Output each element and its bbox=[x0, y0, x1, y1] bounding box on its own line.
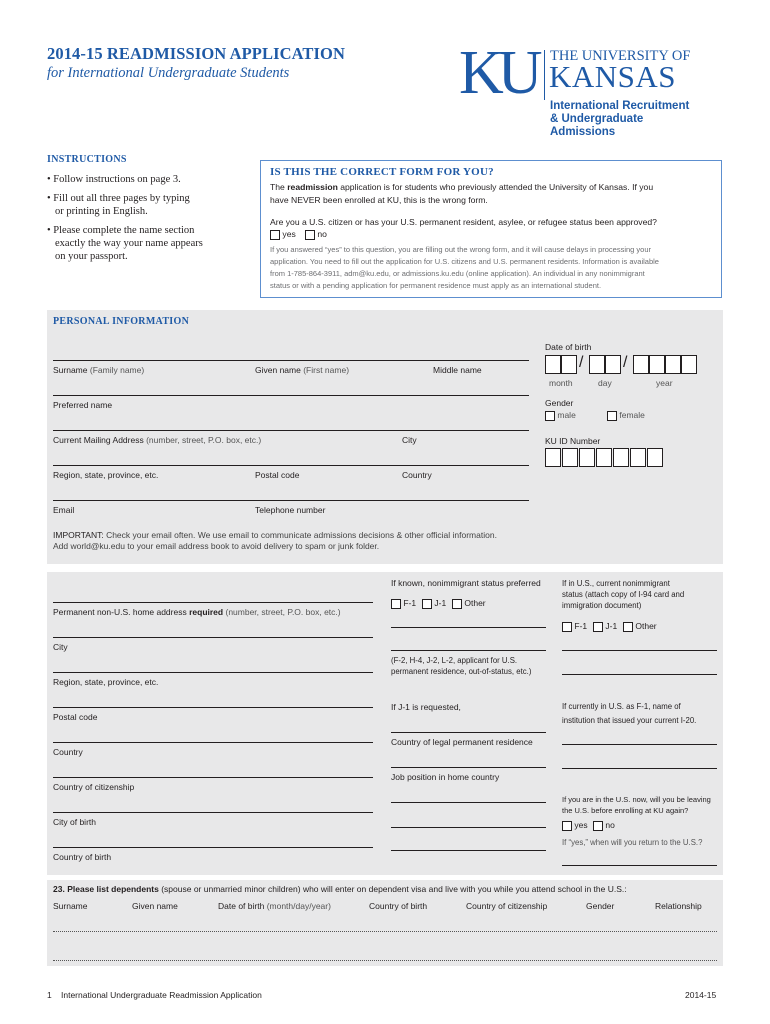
form-title: 2014-15 READMISSION APPLICATION bbox=[47, 44, 345, 63]
current-other-line[interactable] bbox=[562, 650, 717, 651]
home-postal-label: Postal code bbox=[53, 712, 98, 722]
status-preferred-label: If known, nonimmigrant status preferred bbox=[391, 578, 541, 588]
f1-institution-line-2: institution that issued your current I-20. bbox=[562, 716, 697, 725]
correct-form-p1a: The readmission application is for students who previously attended the University of Kansas. If you bbox=[270, 182, 654, 192]
status-paren-2: permanent residence, out-of-status, etc.) bbox=[391, 667, 532, 676]
mailing-city-label: City bbox=[402, 435, 417, 445]
preferred-name-line[interactable] bbox=[53, 395, 529, 396]
dob-year-4[interactable] bbox=[681, 355, 697, 374]
mailing-address-label: Current Mailing Address (number, street, P.O. box, etc.) bbox=[53, 435, 262, 445]
current-other-checkbox[interactable] bbox=[623, 622, 633, 632]
correct-form-note-3: from 1-785-864-3911, adm@ku.edu, or admissions.ku.edu (online application). An individual in any nonimmigrant bbox=[270, 269, 645, 278]
home-postal-line[interactable] bbox=[53, 707, 373, 708]
correct-form-note-1: If you answered “yes” to this question, you are filling out the wrong form, and it will cause delays in processing your bbox=[270, 245, 652, 254]
telephone-label: Telephone number bbox=[255, 505, 326, 515]
current-status-line-3: immigration document) bbox=[562, 601, 642, 610]
job-line-2[interactable] bbox=[391, 802, 546, 803]
job-line-3[interactable] bbox=[391, 827, 546, 828]
citizen-yes-option[interactable]: yes bbox=[270, 229, 296, 240]
pref-f1-option[interactable]: F-1 bbox=[391, 598, 416, 609]
birth-country-line[interactable] bbox=[53, 847, 373, 848]
region-label: Region, state, province, etc. bbox=[53, 470, 159, 480]
given-name-label: Given name (First name) bbox=[255, 365, 350, 375]
form-subtitle: for International Undergraduate Students bbox=[47, 65, 290, 81]
dob-year-1[interactable] bbox=[633, 355, 649, 374]
home-city-line[interactable] bbox=[53, 637, 373, 638]
current-status-line-2: status (attach copy of I-94 card and bbox=[562, 590, 685, 599]
leaving-no-checkbox[interactable] bbox=[593, 821, 603, 831]
pref-other-checkbox[interactable] bbox=[452, 599, 462, 609]
correct-form-p1b: have NEVER been enrolled at KU, this is the wrong form. bbox=[270, 195, 488, 205]
dep-col-dob: Date of birth (month/day/year) bbox=[218, 901, 331, 911]
citizen-no-option[interactable]: no bbox=[305, 229, 327, 240]
home-country-label: Country bbox=[53, 747, 83, 757]
gender-label: Gender bbox=[545, 398, 574, 408]
citizenship-label: Country of citizenship bbox=[53, 782, 135, 792]
f1-institution-line-1: If currently in U.S. as F-1, name of bbox=[562, 702, 681, 711]
ku-id-box-5[interactable] bbox=[613, 448, 629, 467]
home-city-label: City bbox=[53, 642, 68, 652]
legal-perm-line[interactable] bbox=[391, 732, 546, 733]
leaving-question-2: the U.S. before enrolling at KU again? bbox=[562, 806, 689, 815]
dept-line-1: International Recruitment bbox=[550, 100, 690, 112]
gender-female-option[interactable]: female bbox=[607, 410, 645, 421]
j1-requested-label: If J-1 is requested, bbox=[391, 702, 461, 712]
dep-col-surname: Surname bbox=[53, 901, 88, 911]
correct-form-note-4: status or with a pending application for permanent residence must apply as an international student. bbox=[270, 281, 602, 290]
pref-other-line[interactable] bbox=[391, 627, 546, 628]
citizenship-line[interactable] bbox=[53, 777, 373, 778]
dep-col-relationship: Relationship bbox=[655, 901, 702, 911]
instruction-1: • Follow instructions on page 3. bbox=[47, 174, 181, 185]
ku-id-box-4[interactable] bbox=[596, 448, 612, 467]
birth-country-label: Country of birth bbox=[53, 852, 112, 862]
job-position-line[interactable] bbox=[391, 767, 546, 768]
status-paren-1: (F-2, H-4, J-2, L-2, applicant for U.S. bbox=[391, 656, 518, 665]
instruction-3a: • Please complete the name section bbox=[47, 225, 195, 236]
surname-label: Surname (Family name) bbox=[53, 365, 145, 375]
dep-col-gender: Gender bbox=[586, 901, 615, 911]
postal-code-label: Postal code bbox=[255, 470, 300, 480]
pref-other-option[interactable]: Other bbox=[452, 598, 486, 609]
ku-logo-mark: KU bbox=[459, 39, 537, 107]
personal-info-panel bbox=[47, 310, 723, 564]
dep-col-given: Given name bbox=[132, 901, 178, 911]
email-line[interactable] bbox=[53, 500, 529, 501]
perm-address-line[interactable] bbox=[53, 602, 373, 603]
leaving-yes-option[interactable]: yes bbox=[562, 820, 588, 831]
leaving-yes-checkbox[interactable] bbox=[562, 821, 572, 831]
region-line[interactable] bbox=[53, 465, 529, 466]
f1-institution-line-2[interactable] bbox=[562, 768, 717, 769]
job-line-4[interactable] bbox=[391, 850, 546, 851]
ku-id-box-6[interactable] bbox=[630, 448, 646, 467]
home-region-label: Region, state, province, etc. bbox=[53, 677, 159, 687]
dob-boxes[interactable] bbox=[545, 355, 705, 377]
pref-other-line-2[interactable] bbox=[391, 650, 546, 651]
home-country-line[interactable] bbox=[53, 742, 373, 743]
dob-year-3[interactable] bbox=[665, 355, 681, 374]
return-date-line[interactable] bbox=[562, 865, 717, 866]
dependent-row-1[interactable] bbox=[53, 931, 717, 932]
ku-id-box-3[interactable] bbox=[579, 448, 595, 467]
dob-year-label: year bbox=[656, 378, 673, 388]
ku-id-box-1[interactable] bbox=[545, 448, 561, 467]
current-other-line-2[interactable] bbox=[562, 674, 717, 675]
return-question: If “yes,” when will you return to the U.S.? bbox=[562, 838, 703, 847]
dep-col-citizenship: Country of citizenship bbox=[466, 901, 548, 911]
university-line-2: KANSAS bbox=[549, 59, 677, 94]
footer-year: 2014-15 bbox=[685, 990, 717, 1000]
dependents-label: 23. Please list dependents (spouse or unmarried minor children) who will enter on dependent visa and live with you while you attend school in the U.S.: bbox=[53, 884, 627, 894]
pref-j1-option[interactable]: J-1 bbox=[422, 598, 446, 609]
citizen-no-checkbox[interactable] bbox=[305, 230, 315, 240]
current-f1-option[interactable]: F-1 bbox=[562, 621, 587, 632]
footer-form-name: International Undergraduate Readmission Application bbox=[61, 990, 262, 1000]
dob-day-2[interactable] bbox=[605, 355, 621, 374]
dob-month-1[interactable] bbox=[545, 355, 561, 374]
dob-day-label: day bbox=[598, 378, 612, 388]
current-other-option[interactable]: Other bbox=[623, 621, 657, 632]
personal-info-heading: PERSONAL INFORMATION bbox=[53, 316, 190, 327]
home-address-panel bbox=[47, 572, 723, 875]
current-f1-checkbox[interactable] bbox=[562, 622, 572, 632]
instruction-3c: on your passport. bbox=[55, 251, 128, 262]
correct-form-box bbox=[260, 160, 722, 298]
instruction-3b: exactly the way your name appears bbox=[55, 238, 203, 249]
pref-f1-checkbox[interactable] bbox=[391, 599, 401, 609]
leaving-no-option[interactable]: no bbox=[593, 820, 615, 831]
university-line-1: THE UNIVERSITY OF bbox=[550, 48, 691, 64]
correct-form-note-2: application. You need to fill out the application for U.S. citizens and U.S. permanent residents. Information is available bbox=[270, 257, 659, 266]
middle-name-label: Middle name bbox=[433, 365, 482, 375]
current-j1-checkbox[interactable] bbox=[593, 622, 603, 632]
dob-month-2[interactable] bbox=[561, 355, 577, 374]
mailing-address-line[interactable] bbox=[53, 430, 529, 431]
current-j1-option[interactable]: J-1 bbox=[593, 621, 617, 632]
ku-id-box-7[interactable] bbox=[647, 448, 663, 467]
instructions-heading: INSTRUCTIONS bbox=[47, 154, 127, 165]
preferred-name-label: Preferred name bbox=[53, 400, 113, 410]
gender-female-checkbox[interactable] bbox=[607, 411, 617, 421]
dob-slash-2: / bbox=[623, 354, 628, 371]
job-position-label: Job position in home country bbox=[391, 772, 500, 782]
ku-logo-divider bbox=[544, 50, 545, 100]
dept-line-2: & Undergraduate bbox=[550, 113, 644, 125]
birth-city-label: City of birth bbox=[53, 817, 96, 827]
name-line[interactable] bbox=[53, 360, 529, 361]
gender-male-checkbox[interactable] bbox=[545, 411, 555, 421]
ku-id-box-2[interactable] bbox=[562, 448, 578, 467]
dob-label: Date of birth bbox=[545, 342, 592, 352]
birth-city-line[interactable] bbox=[53, 812, 373, 813]
correct-form-heading: IS THIS THE CORRECT FORM FOR YOU? bbox=[270, 166, 494, 178]
instruction-2b: or printing in English. bbox=[55, 206, 148, 217]
dep-col-birth-country: Country of birth bbox=[369, 901, 428, 911]
dependent-row-2[interactable] bbox=[53, 960, 717, 961]
perm-address-label: Permanent non-U.S. home address required (number, street, P.O. box, etc.) bbox=[53, 607, 341, 617]
ku-id-label: KU ID Number bbox=[545, 436, 601, 446]
dob-month-label: month bbox=[549, 378, 573, 388]
current-status-line-1: If in U.S., current nonimmigrant bbox=[562, 579, 670, 588]
pref-j1-checkbox[interactable] bbox=[422, 599, 432, 609]
dept-line-3: Admissions bbox=[550, 126, 616, 138]
f1-institution-line[interactable] bbox=[562, 744, 717, 745]
important-note-1: IMPORTANT: Check your email often. We use email to communicate admissions decisions & other official information. bbox=[53, 530, 497, 540]
dob-year-2[interactable] bbox=[649, 355, 665, 374]
citizen-question: Are you a U.S. citizen or has your U.S. permanent resident, asylee, or refugee status been approved? bbox=[270, 217, 657, 227]
dob-slash-1: / bbox=[579, 354, 584, 371]
email-label: Email bbox=[53, 505, 75, 515]
country-label: Country bbox=[402, 470, 432, 480]
gender-male-option[interactable]: male bbox=[545, 410, 576, 421]
dependents-panel bbox=[47, 880, 723, 966]
ku-logo bbox=[459, 39, 704, 140]
instruction-2a: • Fill out all three pages by typing bbox=[47, 193, 190, 204]
home-region-line[interactable] bbox=[53, 672, 373, 673]
ku-id-boxes[interactable] bbox=[545, 448, 670, 468]
legal-perm-label: Country of legal permanent residence bbox=[391, 737, 533, 747]
important-note-2: Add world@ku.edu to your email address book to avoid delivery to spam or junk folder. bbox=[53, 541, 380, 551]
footer-page-number: 1 bbox=[47, 990, 52, 1000]
leaving-question-1: If you are in the U.S. now, will you be leaving bbox=[562, 795, 711, 804]
citizen-yes-checkbox[interactable] bbox=[270, 230, 280, 240]
dob-day-1[interactable] bbox=[589, 355, 605, 374]
